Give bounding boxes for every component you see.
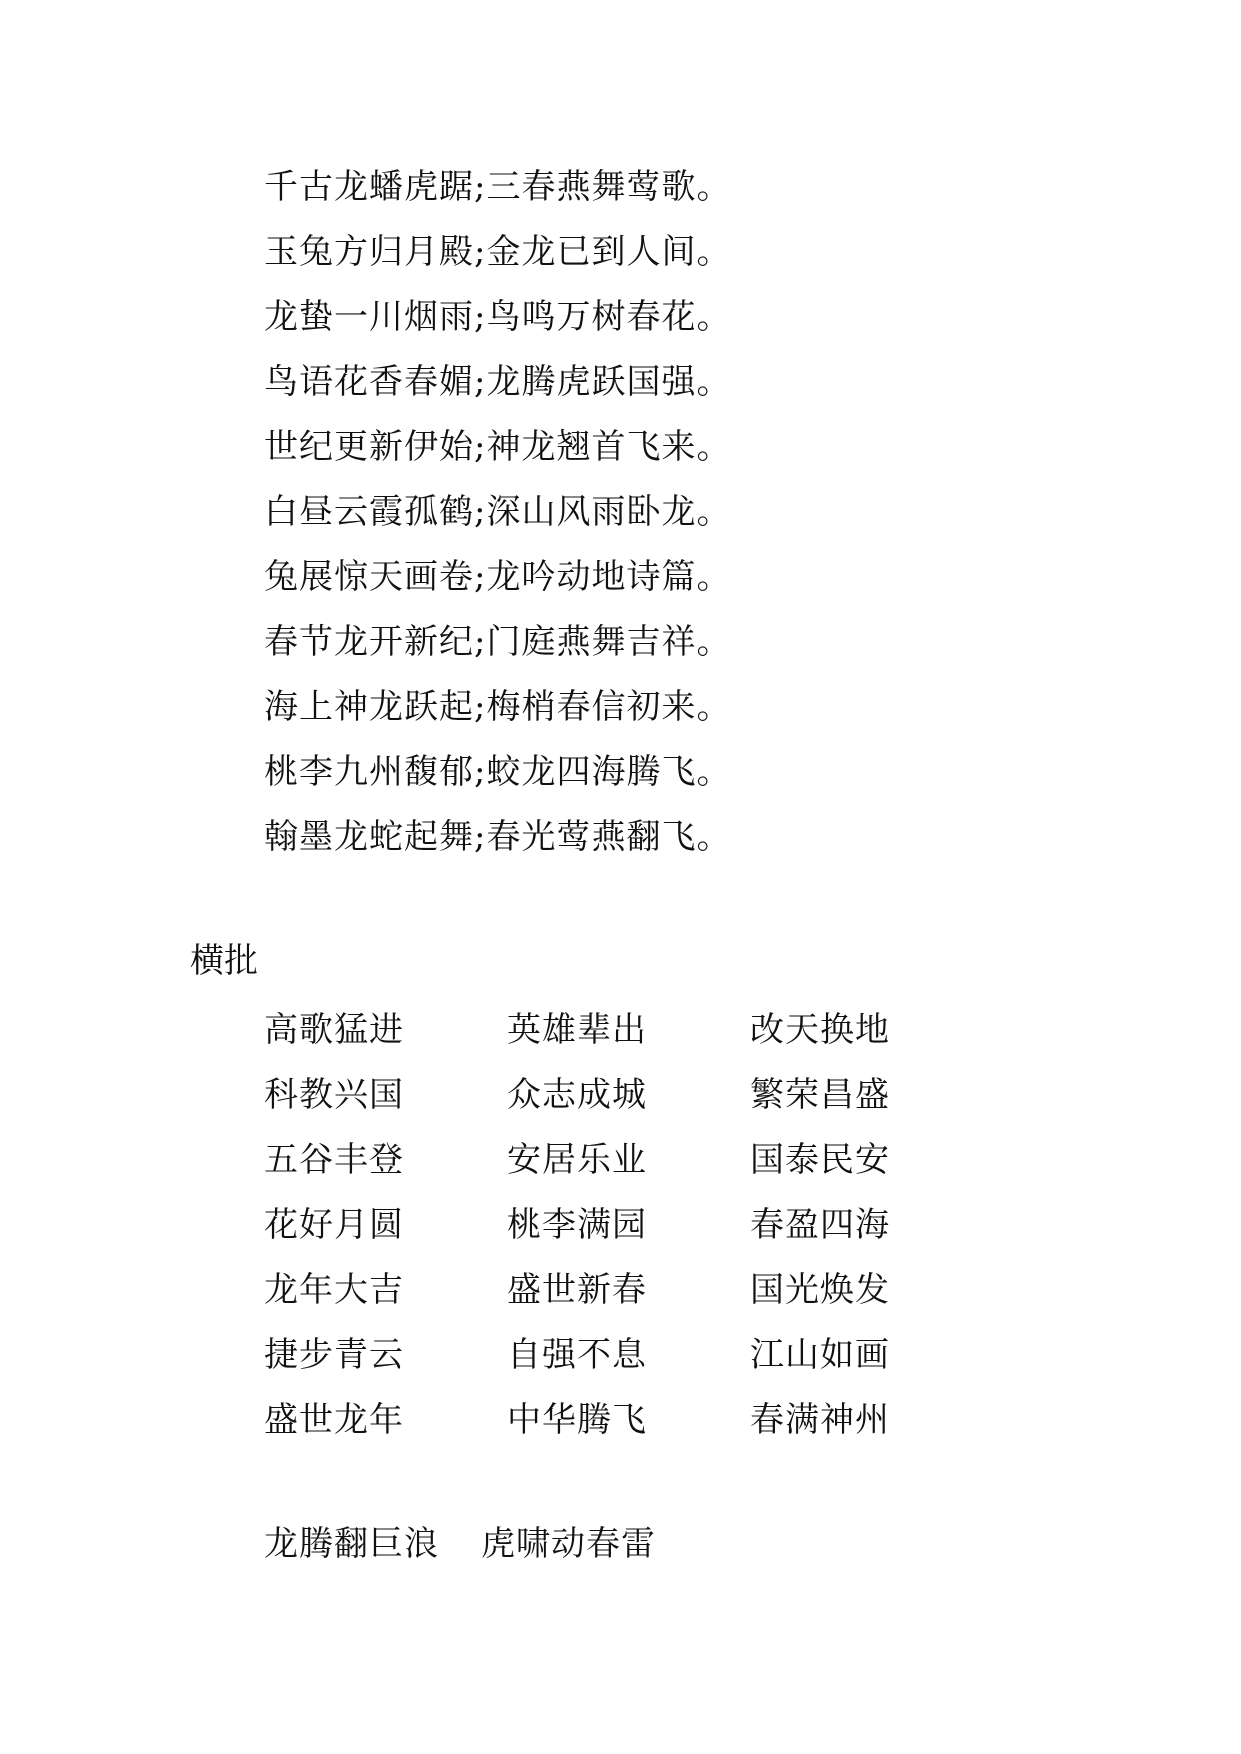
couplet-line: 春节龙开新纪;门庭燕舞吉祥。: [264, 622, 732, 662]
couplet-line: 白昼云霞孤鹤;深山风雨卧龙。: [264, 492, 732, 532]
couplet-line: 鸟语花香春媚;龙腾虎跃国强。: [264, 362, 732, 402]
hengpi-item: 春盈四海: [750, 1205, 890, 1245]
hengpi-item: 科教兴国: [264, 1075, 404, 1115]
hengpi-item: 国泰民安: [750, 1140, 890, 1180]
couplet-line: 海上神龙跃起;梅梢春信初来。: [264, 687, 732, 727]
couplet-line: 玉兔方归月殿;金龙已到人间。: [264, 232, 732, 272]
hengpi-item: 江山如画: [750, 1335, 890, 1375]
hengpi-item: 龙年大吉: [264, 1270, 404, 1310]
hengpi-item: 春满神州: [750, 1400, 890, 1440]
hengpi-item: 中华腾飞: [507, 1400, 647, 1440]
hengpi-item: 英雄辈出: [507, 1010, 647, 1050]
hengpi-item: 众志成城: [507, 1075, 647, 1115]
hengpi-item: 自强不息: [507, 1335, 647, 1375]
couplet-list: [264, 155, 731, 870]
hengpi-item: 国光焕发: [750, 1270, 890, 1310]
hengpi-heading: 横批: [190, 941, 258, 981]
couplet-line: 桃李九州馥郁;蛟龙四海腾飞。: [264, 752, 732, 792]
hengpi-item: 花好月圆: [264, 1205, 404, 1245]
couplet-line: 龙蛰一川烟雨;鸟鸣万树春花。: [264, 297, 732, 337]
hengpi-item: 捷步青云: [264, 1335, 404, 1375]
couplet-line: 兔展惊天画卷;龙吟动地诗篇。: [264, 557, 732, 597]
couplet-line: 世纪更新伊始;神龙翘首飞来。: [264, 427, 732, 467]
hengpi-item: 盛世新春: [507, 1270, 647, 1310]
hengpi-item: 改天换地: [750, 1010, 890, 1050]
final-couplet-second: 虎啸动春雷: [481, 1524, 656, 1564]
hengpi-item: 盛世龙年: [264, 1400, 404, 1440]
hengpi-item: 安居乐业: [507, 1140, 647, 1180]
final-couplet-first: 龙腾翻巨浪: [264, 1524, 439, 1564]
couplet-line: 千古龙蟠虎踞;三春燕舞莺歌。: [264, 167, 732, 207]
hengpi-grid: [264, 998, 910, 1453]
couplet-line: 翰墨龙蛇起舞;春光莺燕翻飞。: [264, 817, 732, 857]
final-couplet: [264, 1512, 656, 1577]
hengpi-item: 高歌猛进: [264, 1010, 404, 1050]
hengpi-item: 桃李满园: [507, 1205, 647, 1245]
hengpi-item: 繁荣昌盛: [750, 1075, 890, 1115]
hengpi-item: 五谷丰登: [264, 1140, 404, 1180]
